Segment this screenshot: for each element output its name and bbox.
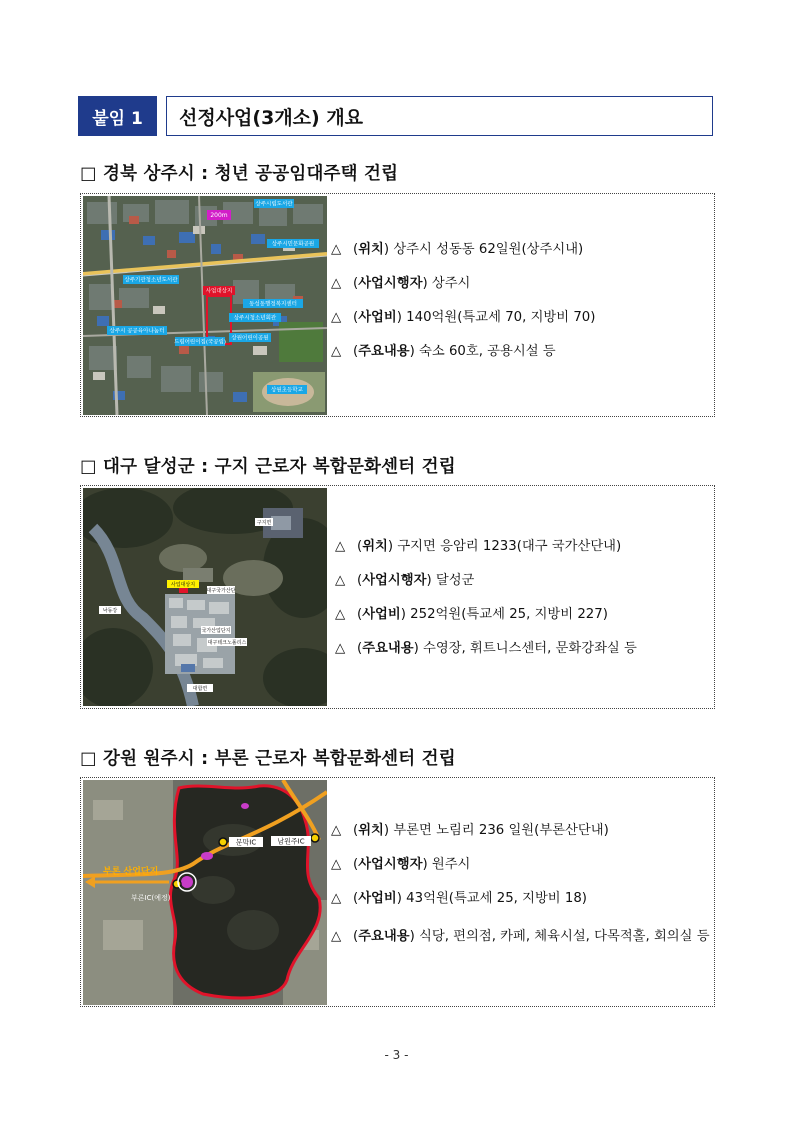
map-label: 문막IC — [235, 838, 257, 847]
detail-operator: △ (사업시행자) 달성군 — [335, 573, 475, 588]
triangle-bullet-icon: △ — [335, 573, 346, 588]
map-label: 사업대상지 — [205, 288, 233, 295]
project-box-wonju — [80, 777, 715, 1007]
map-label: 사업대상지 — [170, 582, 196, 588]
triangle-bullet-icon: △ — [331, 276, 342, 291]
detail-location: △ (위치) 상주시 성동동 62일원(상주시내) — [331, 242, 584, 257]
map-label: 대구테크노폴리스 — [207, 640, 247, 646]
map-label: 상주시립도서관 — [255, 201, 293, 208]
map-label: 대합면 — [192, 686, 208, 692]
detail-budget: △ (사업비) 252억원(특교세 25, 지방비 227) — [335, 607, 608, 622]
map-label: 상주시청소년회관 — [233, 315, 277, 322]
triangle-bullet-icon: △ — [331, 857, 342, 872]
map-label: 구지면 — [256, 520, 272, 526]
detail-operator: △ (사업시행자) 상주시 — [331, 276, 471, 291]
attachment-title: 선정사업(3개소) 개요 — [166, 96, 713, 136]
detail-budget: △ (사업비) 140억원(특교세 70, 지방비 70) — [331, 310, 596, 325]
detail-budget: △ (사업비) 43억원(특교세 25, 지방비 18) — [331, 891, 587, 906]
triangle-bullet-icon: △ — [335, 539, 346, 554]
attachment-header — [78, 96, 713, 136]
map-label: 낙동강 — [102, 608, 118, 614]
project-details-dalseong — [335, 538, 637, 658]
section-title-wonju: □ 강원 원주시 : 부론 근로자 복합문화센터 건립 — [80, 749, 456, 769]
map-image-sangju — [83, 196, 327, 415]
map-label: 드림어린이집(국공립) — [173, 339, 227, 346]
map-label: 상주시민문화공원 — [271, 241, 315, 248]
project-box-sangju — [80, 193, 715, 417]
detail-operator: △ (사업시행자) 원주시 — [331, 857, 471, 872]
map-label: 상원초등학교 — [271, 387, 303, 394]
project-box-dalseong — [80, 485, 715, 709]
map-label: 남원주IC — [277, 837, 305, 846]
triangle-bullet-icon: △ — [335, 607, 346, 622]
detail-location: △ (위치) 부론면 노림리 236 일원(부론산단내) — [331, 823, 609, 838]
triangle-bullet-icon: △ — [331, 242, 342, 257]
map-label: 상주기관청소년도서관 — [124, 277, 178, 284]
section-title-sangju: □ 경북 상주시 : 청년 공공임대주택 건립 — [80, 164, 399, 184]
project-details-wonju — [331, 822, 711, 950]
detail-location: △ (위치) 구지면 응암리 1233(대구 국가산단내) — [335, 539, 622, 554]
map-image-dalseong — [83, 488, 327, 706]
triangle-bullet-icon: △ — [331, 929, 342, 944]
page-number: - 3 - — [384, 1048, 409, 1062]
map-image-wonju — [83, 780, 327, 1005]
map-label: 국가산업단지 — [201, 628, 231, 634]
detail-contents: △ (주요내용) 숙소 60호, 공용시설 등 — [331, 344, 556, 359]
section-title-dalseong: □ 대구 달성군 : 구지 근로자 복합문화센터 건립 — [80, 457, 456, 477]
project-details-sangju — [331, 241, 595, 361]
map-label: 대구국가산단 — [206, 588, 236, 594]
attachment-badge: 붙임 1 — [78, 96, 157, 136]
map-label: 상주시 공공육아나눔터 — [109, 328, 165, 335]
map-label: 동성동행정복지센터 — [249, 301, 297, 308]
detail-contents: △ (주요내용) 식당, 편의점, 카페, 체육시설, 다목적홀, 회의실 등 — [331, 924, 711, 950]
map-label: 부론 산업단지 — [103, 867, 159, 877]
detail-contents: △ (주요내용) 수영장, 휘트니스센터, 문화강좌실 등 — [335, 641, 637, 656]
triangle-bullet-icon: △ — [335, 641, 346, 656]
map-label: 상원어린이공원 — [231, 335, 269, 342]
map-label: 부론IC(예정) — [131, 894, 171, 902]
triangle-bullet-icon: △ — [331, 891, 342, 906]
triangle-bullet-icon: △ — [331, 823, 342, 838]
triangle-bullet-icon: △ — [331, 310, 342, 325]
triangle-bullet-icon: △ — [331, 344, 342, 359]
map-label: 200m — [210, 212, 228, 219]
